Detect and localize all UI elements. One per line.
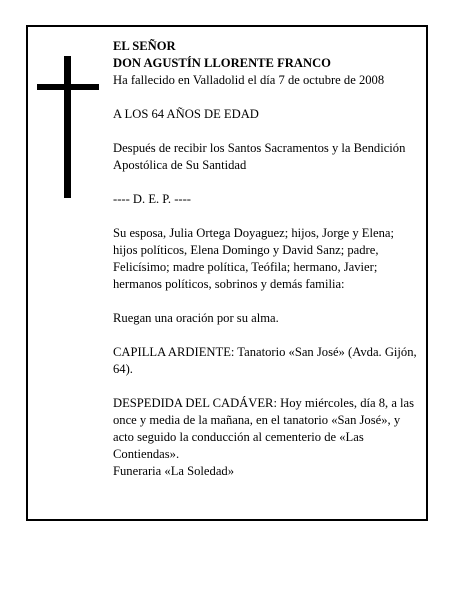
farewell-info: DESPEDIDA DEL CADÁVER: Hoy miércoles, día 8, a las once y media de la mañana, en el tanatorio «San José», y acto seguido la conducción al cementerio de «Las Contiendas». [113,396,415,461]
age-statement: A LOS 64 AÑOS DE EDAD [113,107,259,121]
chapel-info: CAPILLA ARDIENTE: Tanatorio «San José» (Avda. Gijón, 64). [113,345,417,376]
title-line-1: EL SEÑOR [113,39,176,53]
obituary-text [113,38,419,480]
death-statement: Ha fallecido en Valladolid el día 7 de octubre de 2008 [113,73,385,87]
prayer-request: Ruegan una oración por su alma. [113,311,279,325]
family-list: Su esposa, Julia Ortega Doyaguez; hijos, Jorge y Elena; hijos políticos, Elena Domingo y David Sanz; padre, Felicísimo; madre política, Teófila; hermano, Javier; hermanos políticos, sobrinos y demás familia: [113,226,394,291]
deceased-name: DON AGUSTÍN LLORENTE FRANCO [113,56,331,70]
rip-line: ---- D. E. P. ---- [113,192,191,206]
sacraments-statement: Después de recibir los Santos Sacramentos y la Bendición Apostólica de Su Santidad [113,141,406,172]
funeral-home: Funeraria «La Soledad» [113,464,234,478]
cross-horizontal-bar [37,84,99,90]
cross-vertical-bar [64,56,71,198]
cross-icon [37,56,99,198]
